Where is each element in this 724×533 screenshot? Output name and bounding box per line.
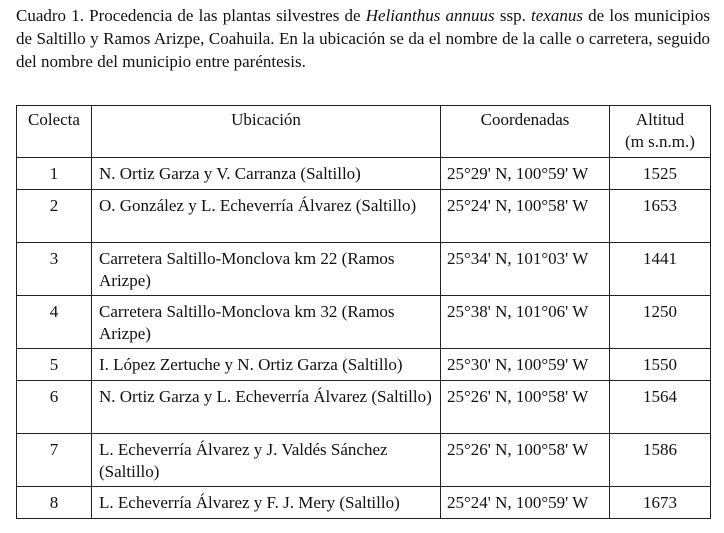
- cell-colecta: 2: [17, 190, 92, 243]
- cell-colecta: 6: [17, 381, 92, 434]
- cell-coordenadas: 25°24' N, 100°59' W: [441, 487, 610, 519]
- cell-colecta: 7: [17, 434, 92, 487]
- caption-ssp: ssp.: [494, 6, 532, 25]
- cell-ubicacion: L. Echeverría Álvarez y F. J. Mery (Saltillo): [92, 487, 441, 519]
- cell-coordenadas: 25°34' N, 101°03' W: [441, 243, 610, 296]
- cell-ubicacion: Carretera Saltillo-Monclova km 22 (Ramos Arizpe): [92, 243, 441, 296]
- caption-species: Helianthus annuus: [365, 6, 495, 25]
- table-row: [17, 158, 711, 190]
- table-row: [17, 434, 711, 487]
- table-row: [17, 190, 711, 243]
- cell-coordenadas: 25°29' N, 100°59' W: [441, 158, 610, 190]
- header-altitud: [610, 106, 711, 158]
- caption-subspecies: texanus: [531, 6, 583, 25]
- cell-colecta: 1: [17, 158, 92, 190]
- cell-altitud: 1564: [610, 381, 711, 434]
- cell-coordenadas: 25°30' N, 100°59' W: [441, 349, 610, 381]
- cell-altitud: 1441: [610, 243, 711, 296]
- cell-coordenadas: 25°24' N, 100°58' W: [441, 190, 610, 243]
- header-altitud-unit: (m s.n.m.): [625, 132, 695, 151]
- header-ubicacion: Ubicación: [92, 106, 441, 158]
- cell-ubicacion: Carretera Saltillo-Monclova km 32 (Ramos Arizpe): [92, 296, 441, 349]
- cell-ubicacion: N. Ortiz Garza y L. Echeverría Álvarez (Saltillo): [92, 381, 441, 434]
- table-row: [17, 381, 711, 434]
- cell-altitud: 1653: [610, 190, 711, 243]
- cell-colecta: 3: [17, 243, 92, 296]
- cell-altitud: 1586: [610, 434, 711, 487]
- header-altitud-label: Altitud: [635, 110, 685, 129]
- header-coordenadas: Coordenadas: [441, 106, 610, 158]
- table-row: [17, 296, 711, 349]
- cell-colecta: 8: [17, 487, 92, 519]
- cell-coordenadas: 25°38' N, 101°06' W: [441, 296, 610, 349]
- cell-altitud: 1673: [610, 487, 711, 519]
- cell-colecta: 4: [17, 296, 92, 349]
- cell-ubicacion: L. Echeverría Álvarez y J. Valdés Sánchez (Saltillo): [92, 434, 441, 487]
- data-table: [16, 105, 711, 519]
- cell-colecta: 5: [17, 349, 92, 381]
- table-header-row: [17, 106, 711, 158]
- cell-ubicacion: O. González y L. Echeverría Álvarez (Saltillo): [92, 190, 441, 243]
- table-row: [17, 243, 711, 296]
- table-caption: [16, 4, 710, 73]
- cell-coordenadas: 25°26' N, 100°58' W: [441, 381, 610, 434]
- cell-ubicacion: I. López Zertuche y N. Ortiz Garza (Saltillo): [92, 349, 441, 381]
- cell-altitud: 1525: [610, 158, 711, 190]
- cell-ubicacion: N. Ortiz Garza y V. Carranza (Saltillo): [92, 158, 441, 190]
- cell-altitud: 1250: [610, 296, 711, 349]
- header-colecta: Colecta: [17, 106, 92, 158]
- caption-suffix: de los municipios de Saltillo y Ramos Arizpe, Coahuila. En la ubicación se da el nombre de la calle o carretera, seguido del nombre del municipio entre paréntesis.: [16, 6, 710, 71]
- cell-altitud: 1550: [610, 349, 711, 381]
- caption-prefix: Cuadro 1. Procedencia de las plantas silvestres de: [16, 6, 366, 25]
- table-row: [17, 349, 711, 381]
- table-row: [17, 487, 711, 519]
- cell-coordenadas: 25°26' N, 100°58' W: [441, 434, 610, 487]
